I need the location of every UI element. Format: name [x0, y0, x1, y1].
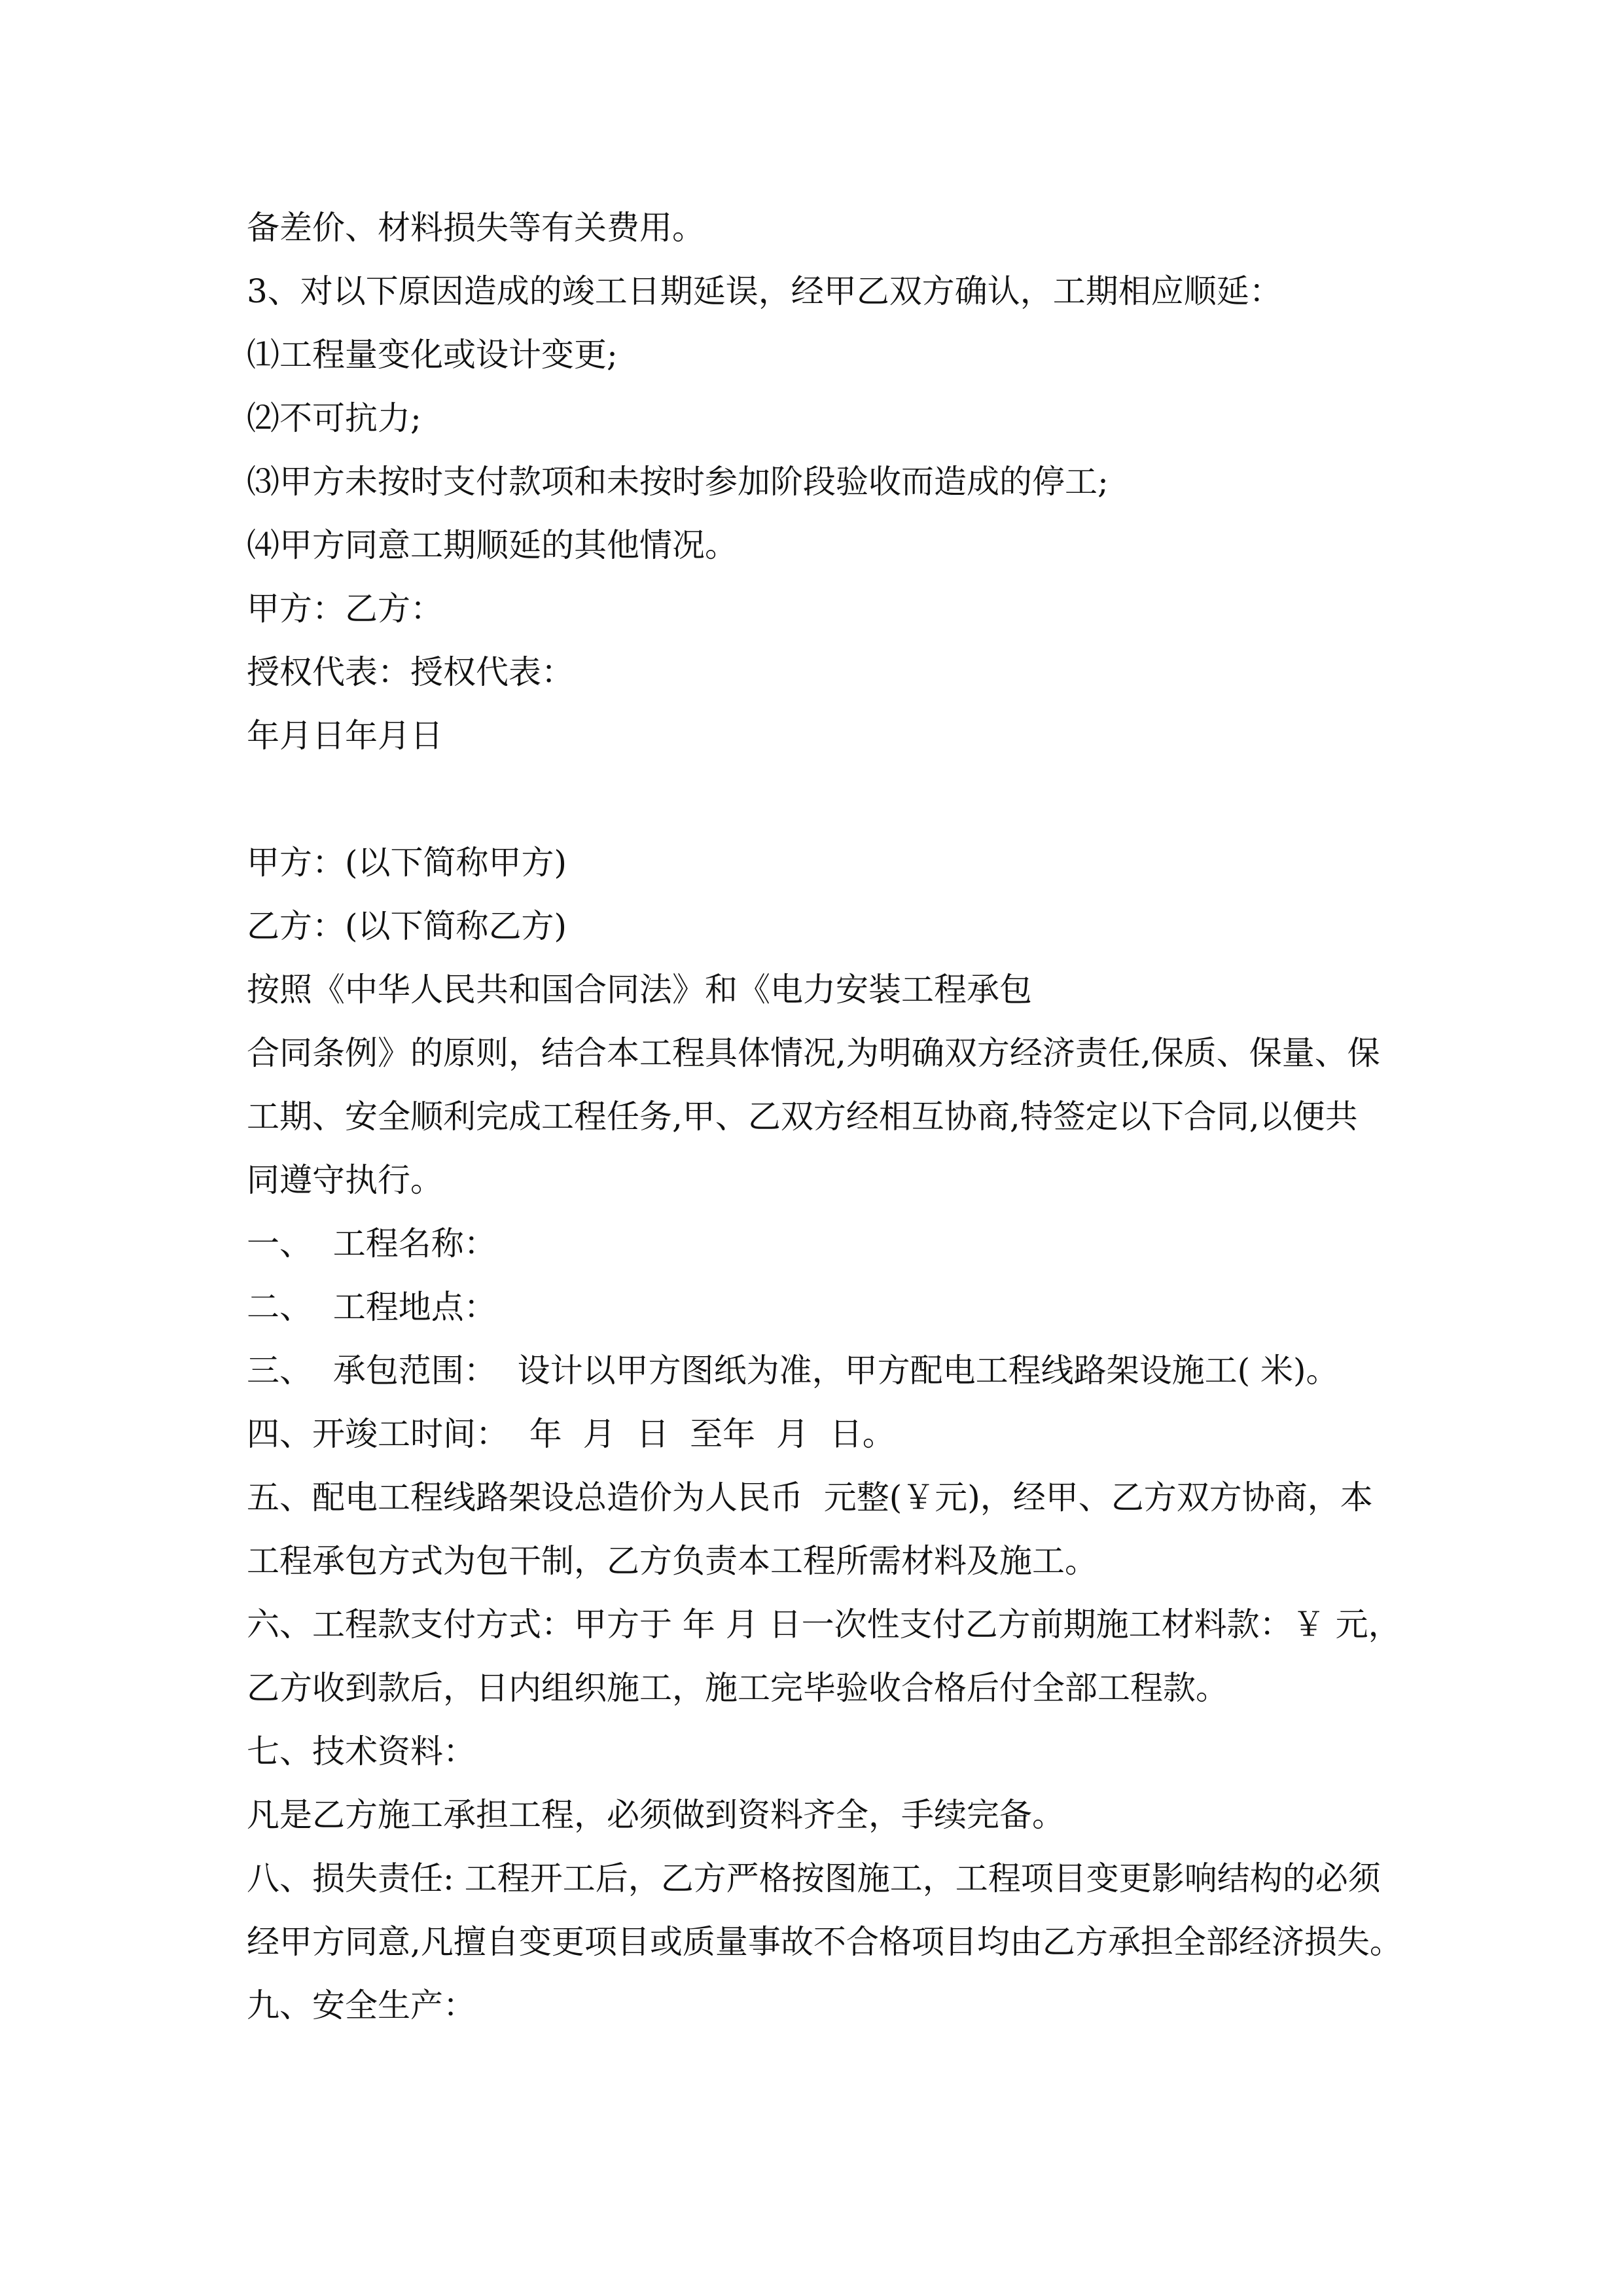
text-line: 授权代表：授权代表：: [247, 653, 574, 691]
text-line: 三、 承包范围： 设计以甲方图纸为准，甲方配电工程线路架设施工( 米)。: [247, 1352, 1339, 1390]
text-line: 合同条例》的原则，结合本工程具体情况,为明确双方经济责任,保质、保量、保: [247, 1034, 1380, 1072]
text-line: ⑴工程量变化或设计变更;: [247, 336, 618, 374]
text-line: 备差价、材料损失等有关费用。: [247, 209, 705, 247]
text-line: 工程承包方式为包干制，乙方负责本工程所需材料及施工。: [247, 1542, 1097, 1580]
text-line: 五、配电工程线路架设总造价为人民币 元整(￥元)，经甲、乙方双方协商，本: [247, 1479, 1373, 1516]
text-line: ⑷甲方同意工期顺延的其他情况。: [247, 526, 738, 564]
text-line: 一、 工程名称：: [247, 1225, 497, 1263]
text-line: 四、开竣工时间： 年 月 日 至年 月 日。: [247, 1415, 895, 1453]
text-line: 按照《中华人民共和国合同法》和《电力安装工程承包: [247, 971, 1032, 1009]
text-line: 甲方：(以下简称甲方): [247, 844, 567, 882]
text-line: 八、损失责任: 工程开工后，乙方严格按图施工，工程项目变更影响结构的必须: [247, 1859, 1381, 1897]
text-line: 同遵守执行。: [247, 1161, 443, 1199]
text-line: 九、安全生产：: [247, 1986, 476, 2024]
text-line: 工期、安全顺利完成工程任务,甲、乙双方经相互协商,特签定以下合同,以便共: [247, 1098, 1358, 1136]
text-line: 甲方：乙方：: [247, 590, 443, 628]
text-line: ⑵不可抗力;: [247, 399, 421, 437]
text-line: 凡是乙方施工承担工程，必须做到资料齐全，手续完备。: [247, 1796, 1065, 1834]
text-line: 七、技术资料：: [247, 1732, 476, 1770]
text-line: 经甲方同意,凡擅自变更项目或质量事故不合格项目均由乙方承担全部经济损失。: [247, 1923, 1402, 1961]
text-line: 年月日年月日: [247, 717, 443, 755]
text-line: 3、对以下原因造成的竣工日期延误，经甲乙双方确认，工期相应顺延：: [247, 272, 1282, 310]
text-line: 乙方收到款后，日内组织施工，施工完毕验收合格后付全部工程款。: [247, 1669, 1228, 1707]
blank-line: [247, 768, 1399, 831]
text-line: ⑶甲方未按时支付款项和未按时参加阶段验收而造成的停工;: [247, 463, 1109, 501]
text-line: 六、工程款支付方式：甲方于 年 月 日一次性支付乙方前期施工材料款：￥ 元，: [247, 1605, 1401, 1643]
document-body: [247, 196, 1402, 2037]
text-line: 乙方：(以下简称乙方): [247, 907, 567, 945]
text-line: 二、 工程地点：: [247, 1288, 497, 1326]
